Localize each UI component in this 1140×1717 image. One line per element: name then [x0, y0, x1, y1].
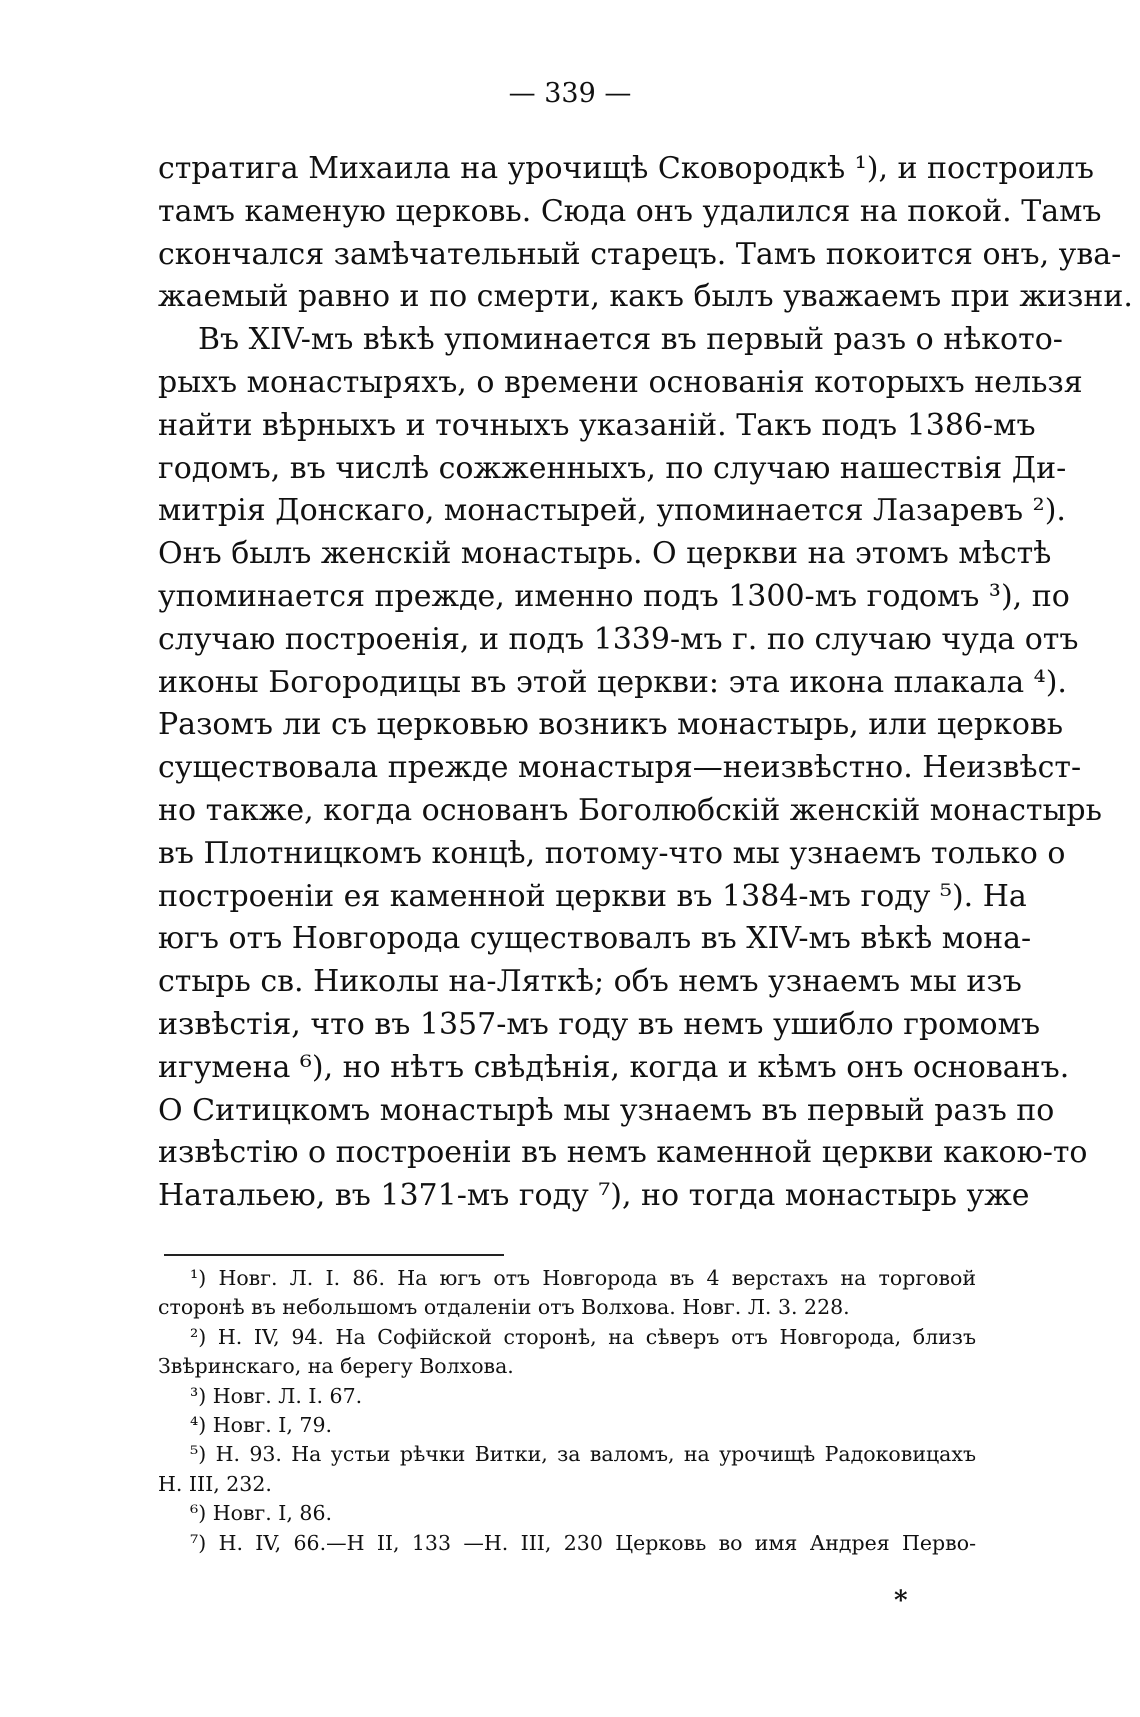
footnote-line: ⁵) Н. 93. На устьи рѣчки Витки, за валомъ, на урочищѣ Радоковицахъ — [190, 1442, 976, 1467]
footnote-line: ⁶) Новг. I, 86. — [190, 1501, 332, 1526]
body-text — [158, 148, 1133, 1218]
footnotes — [158, 1264, 976, 1558]
text-line: рыхъ монастыряхъ, о времени основанія которыхъ нельзя — [158, 364, 1083, 400]
text-line: митрія Донскаго, монастырей, упоминается Лазаревъ ²). — [158, 493, 1066, 529]
text-line: Онъ былъ женскій монастырь. О церкви на этомъ мѣстѣ — [158, 536, 1052, 572]
text-line: Въ XIV-мъ вѣкѣ упоминается въ первый разъ о нѣкото- — [198, 322, 1063, 358]
text-line: иконы Богородицы въ этой церкви: эта икона плакала ⁴). — [158, 664, 1067, 700]
text-line: Натальею, въ 1371-мъ году ⁷), но тогда монастырь уже — [158, 1178, 1030, 1214]
text-line: О Ситицкомъ монастырѣ мы узнаемъ въ первый разъ по — [158, 1092, 1055, 1128]
footnote-line: сторонѣ въ небольшомъ отдаленіи отъ Волхова. Новг. Л. 3. 228. — [158, 1295, 850, 1320]
text-line: жаемый равно и по смерти, какъ былъ уважаемъ при жизни. — [158, 279, 1133, 315]
text-line: существовала прежде монастыря—неизвѣстно. Неизвѣст- — [158, 750, 1082, 786]
text-line: стырь св. Николы на-Ляткѣ; объ немъ узнаемъ мы изъ — [158, 964, 1022, 1000]
page-number: — 339 — — [508, 78, 632, 109]
text-line: стратига Михаила на урочищѣ Сковородкѣ ¹), и построилъ — [158, 151, 1094, 186]
footnote-line: ¹) Новг. Л. I. 86. На югъ отъ Новгорода въ 4 верстахъ на торговой — [190, 1266, 976, 1290]
text-line: игумена ⁶), но нѣтъ свѣдѣнія, когда и кѣмъ онъ основанъ. — [158, 1049, 1070, 1085]
asterisk-mark: * — [894, 1586, 908, 1616]
text-line: тамъ каменую церковь. Сюда онъ удалился на покой. Тамъ — [158, 193, 1102, 229]
text-line: но также, когда основанъ Боголюбскій женскій монастырь — [158, 792, 1102, 828]
text-line: извѣстія, что въ 1357-мъ году въ немъ ушибло громомъ — [158, 1006, 1041, 1042]
text-line: годомъ, въ числѣ сожженныхъ, по случаю нашествія Ди- — [158, 450, 1067, 486]
footnote-line: ⁷) Н. IV, 66.—Н II, 133 —Н. III, 230 Церковь во имя Андрея Перво- — [190, 1530, 976, 1555]
footnote-line: ⁴) Новг. I, 79. — [190, 1413, 332, 1438]
footnote-separator — [164, 1254, 504, 1256]
text-line: въ Плотницкомъ концѣ, потому-что мы узнаемъ только о — [158, 835, 1066, 871]
footnote-line: ²) Н. IV, 94. На Софійской сторонѣ, на сѣверъ отъ Новгорода, близъ — [190, 1324, 976, 1349]
text-line: случаю построенія, и подъ 1339-мъ г. по случаю чуда отъ — [158, 621, 1079, 657]
text-line: упоминается прежде, именно подъ 1300-мъ годомъ ³), по — [158, 578, 1070, 614]
text-line: извѣстію о построеніи въ немъ каменной церкви какою-то — [158, 1135, 1088, 1171]
footnote-line: Н. III, 232. — [158, 1471, 272, 1496]
text-line: югъ отъ Новгорода существовалъ въ XIV-мъ вѣкѣ мона- — [158, 921, 1032, 957]
text-line: построеніи ея каменной церкви въ 1384-мъ году ⁵). На — [158, 878, 1027, 914]
text-line: Разомъ ли съ церковью возникъ монастырь, или церковь — [158, 707, 1064, 743]
footnote-line: Звѣринскаго, на берегу Волхова. — [158, 1354, 514, 1379]
text-line: найти вѣрныхъ и точныхъ указаній. Такъ подъ 1386-мъ — [158, 407, 1036, 443]
footnote-line: ³) Новг. Л. I. 67. — [190, 1383, 363, 1408]
text-line: скончался замѣчательный старецъ. Тамъ покоится онъ, ува- — [158, 236, 1122, 272]
